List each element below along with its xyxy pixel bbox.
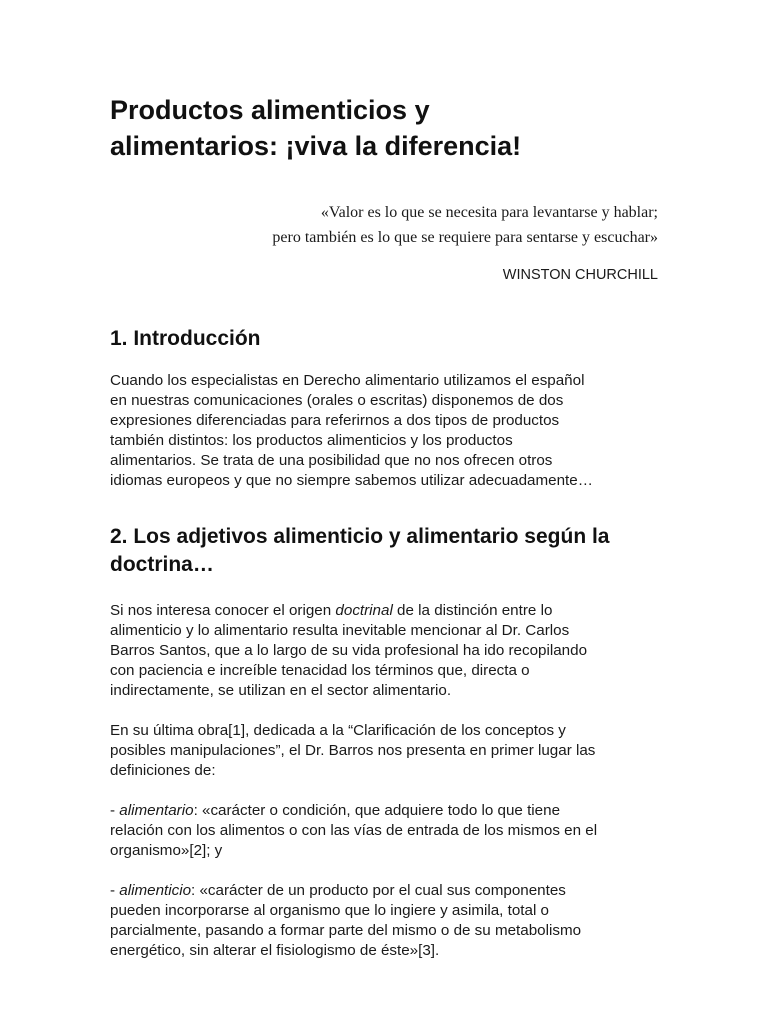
text-line: definiciones de: <box>110 762 216 779</box>
text-fragment: Si nos interesa conocer el origen <box>110 602 336 619</box>
text-line: posibles manipulaciones”, el Dr. Barros nos presenta en primer lugar las <box>110 742 596 759</box>
text-fragment: - <box>110 802 120 819</box>
text-line: Barros Santos, que a lo largo de su vida profesional ha ido recopilando <box>110 642 588 659</box>
section-paragraph <box>110 371 658 491</box>
text-line: también distintos: los productos alimenticios y los productos <box>110 432 513 449</box>
text-fragment: - <box>110 882 120 899</box>
heading-line: 2. Los adjetivos alimenticio y alimentario según la <box>110 525 610 548</box>
text-line: relación con los alimentos o con las vías de entrada de los mismos en el <box>110 822 598 839</box>
epigraph-line: «Valor es lo que se necesita para levantarse y hablar; <box>320 204 658 221</box>
text-fragment: de la distinción entre lo <box>392 602 553 619</box>
text-line: Cuando los especialistas en Derecho alimentario utilizamos el español <box>110 372 585 389</box>
epigraph-quote <box>110 200 658 250</box>
section-heading-introduccion: 1. Introducción <box>110 327 261 350</box>
definition-alimenticio <box>110 881 658 961</box>
section-paragraph <box>110 601 658 701</box>
text-line: organismo»[2]; y <box>110 842 223 859</box>
text-line: con paciencia e increíble tenacidad los términos que, directa o <box>110 662 530 679</box>
text-line: idiomas europeos y que no siempre sabemos utilizar adecuadamente… <box>110 472 593 489</box>
definition-term: alimentario <box>119 802 194 819</box>
text-fragment: : «carácter o condición, que adquiere todo lo que tiene <box>193 802 561 819</box>
section-paragraph <box>110 721 658 781</box>
text-line: alimentarios. Se trata de una posibilidad que no nos ofrecen otros <box>110 452 553 469</box>
document-title <box>110 92 658 164</box>
title-line: alimentarios: ¡viva la diferencia! <box>110 131 522 161</box>
text-line: parcialmente, pasando a formar parte del mismo o de su metabolismo <box>110 922 582 939</box>
heading-line: doctrina… <box>110 553 214 576</box>
section-heading-adjetivos <box>110 523 658 579</box>
text-line: en nuestras comunicaciones (orales o escritas) disponemos de dos <box>110 392 564 409</box>
text-line: energético, sin alterar el fisiologismo de éste»[3]. <box>110 942 440 959</box>
title-line: Productos alimenticios y <box>110 95 430 125</box>
epigraph-line: pero también es lo que se requiere para sentarse y escuchar» <box>272 229 658 246</box>
text-line: indirectamente, se utilizan en el sector alimentario. <box>110 682 452 699</box>
text-line: En su última obra[1], dedicada a la “Clarificación de los conceptos y <box>110 722 566 739</box>
text-line: pueden incorporarse al organismo que lo ingiere y asimila, total o <box>110 902 549 919</box>
definition-term: alimenticio <box>119 882 192 899</box>
text-fragment: : «carácter de un producto por el cual sus componentes <box>191 882 566 899</box>
text-line: alimenticio y lo alimentario resulta inevitable mencionar al Dr. Carlos <box>110 622 570 639</box>
definition-alimentario <box>110 801 658 861</box>
emphasis-text: doctrinal <box>335 602 393 619</box>
epigraph-author: WINSTON CHURCHILL <box>502 267 658 283</box>
text-line: expresiones diferenciadas para referirnos a dos tipos de productos <box>110 412 560 429</box>
